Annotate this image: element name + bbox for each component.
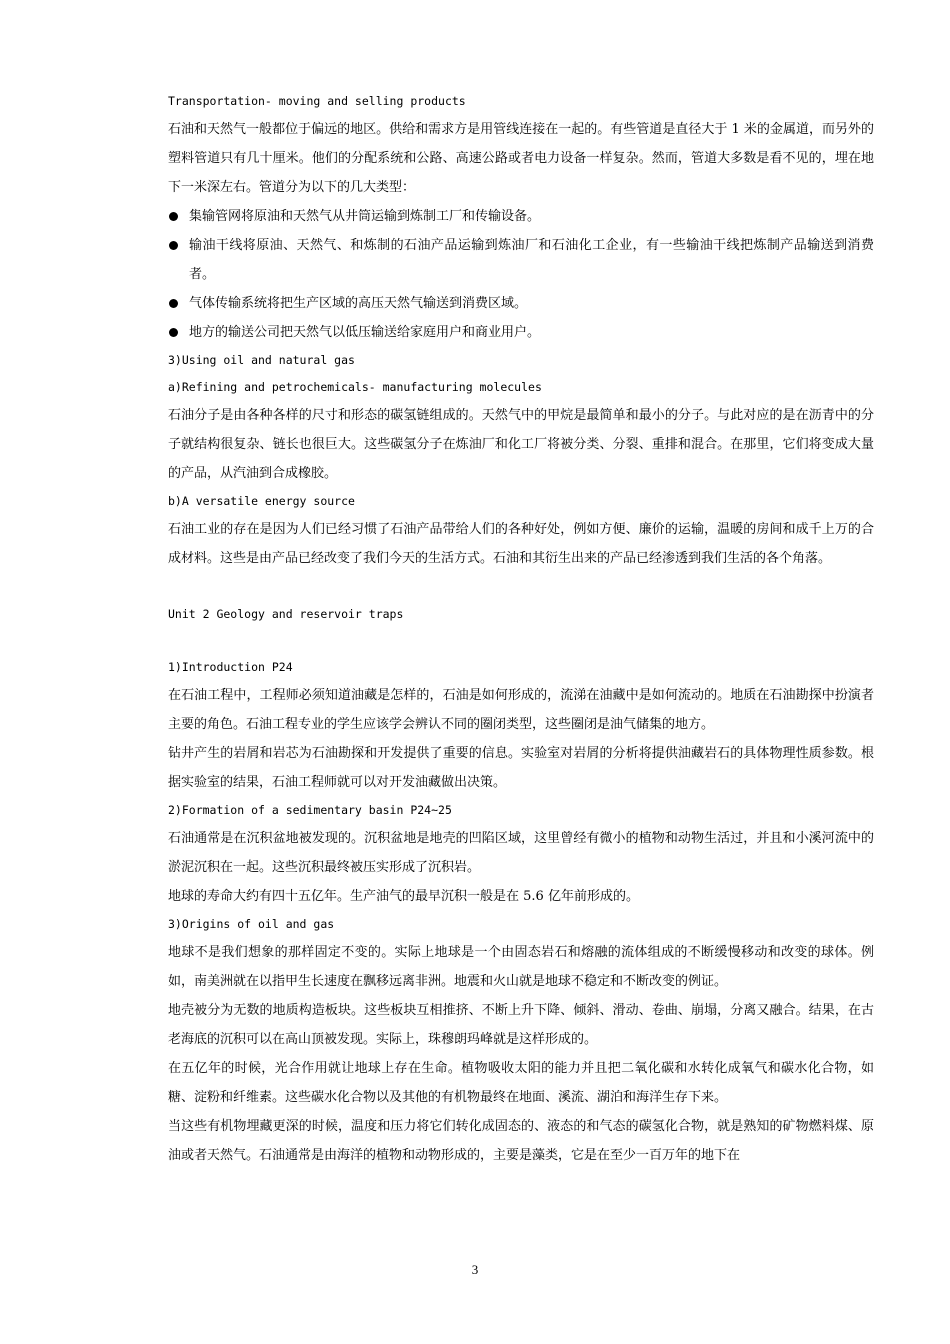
spacer bbox=[168, 573, 874, 601]
heading-unit-2: Unit 2 Geology and reservoir traps bbox=[168, 607, 404, 621]
paragraph-cuttings: 钻井产生的岩屑和岩芯为石油勘探和开发提供了重要的信息。实验室对岩屑的分析将提供油藏岩石的具体物理性质参数。根据实验室的结果，石油工程师就可以对开发油藏做出决策。 bbox=[168, 746, 874, 790]
heading-using-oil: 3)Using oil and natural gas bbox=[168, 353, 355, 367]
paragraph-molecules: 石油分子是由各种各样的尺寸和形态的碳氢链组成的。天然气中的甲烷是最简单和最小的分子。与此对应的是在沥青中的分子就结构很复杂、链长也很巨大。这些碳氢分子在炼油厂和化工厂将被分类、分裂、重排和混合。在那里，它们将变成大量的产品，从汽油到合成橡胶。 bbox=[168, 408, 874, 481]
bullet-icon bbox=[169, 241, 178, 250]
bullet-item-gas-transmission bbox=[168, 289, 874, 318]
bullet-text: 地方的输送公司把天然气以低压输送给家庭用户和商业用户。 bbox=[189, 325, 541, 340]
bullet-icon bbox=[169, 212, 178, 221]
bullet-text: 集输管网将原油和天然气从井筒运输到炼制工厂和传输设备。 bbox=[189, 209, 541, 224]
heading-sedimentary-basin: 2)Formation of a sedimentary basin P24~25 bbox=[168, 803, 452, 817]
heading-introduction: 1)Introduction P24 bbox=[168, 660, 293, 674]
bullet-item-trunk-lines bbox=[168, 231, 874, 289]
page-number: 3 bbox=[471, 1262, 479, 1277]
paragraph-basin: 石油通常是在沉积盆地被发现的。沉积盆地是地壳的凹陷区域，这里曾经有微小的植物和动物生活过，并且和小溪河流中的淤泥沉积在一起。这些沉积最终被压实形成了沉积岩。 bbox=[168, 831, 874, 875]
paragraph-earth-motion: 地球不是我们想象的那样固定不变的。实际上地球是一个由固态岩石和熔融的流体组成的不断缓慢移动和改变的球体。例如，南美洲就在以指甲生长速度在飘移远离非洲。地震和火山就是地球不稳定和不断改变的例证。 bbox=[168, 945, 874, 989]
heading-refining: a)Refining and petrochemicals- manufacturing molecules bbox=[168, 380, 542, 394]
bullet-item-local-distribution bbox=[168, 318, 874, 347]
paragraph-pipelines: 石油和天然气一般都位于偏远的地区。供给和需求方是用管线连接在一起的。有些管道是直径大于 1 米的金属道，而另外的塑料管道只有几十厘米。他们的分配系统和公路、高速公路或者电力设备一样复杂。然而，管道大多数是看不见的，埋在地下一米深左右。管道分为以下的几大类型： bbox=[168, 122, 874, 195]
heading-origins: 3)Origins of oil and gas bbox=[168, 917, 335, 931]
paragraph-earth-age: 地球的寿命大约有四十五亿年。生产油气的最早沉积一般是在 5.6 亿年前形成的。 bbox=[168, 889, 639, 904]
heading-energy-source: b)A versatile energy source bbox=[168, 494, 355, 508]
paragraph-photosynthesis: 在五亿年的时候，光合作用就让地球上存在生命。植物吸收太阳的能力并且把二氧化碳和水转化成氧气和碳水化合物，如糖、淀粉和纤维素。这些碳水化合物以及其他的有机物最终在地面、溪流、湖泊和海洋生存下来。 bbox=[168, 1061, 874, 1105]
paragraph-energy: 石油工业的存在是因为人们已经习惯了石油产品带给人们的各种好处，例如方便、廉价的运输，温暖的房间和成千上万的合成材料。这些是由产品已经改变了我们今天的生活方式。石油和其衍生出来的产品已经渗透到我们生活的各个角落。 bbox=[168, 522, 874, 566]
paragraph-introduction: 在石油工程中，工程师必须知道油藏是怎样的，石油是如何形成的，流涕在油藏中是如何流动的。地质在石油勘探中扮演者主要的角色。石油工程专业的学生应该学会辨认不同的圈闭类型，这些圈闭是油气储集的地方。 bbox=[168, 688, 874, 732]
spacer bbox=[168, 628, 874, 654]
document-body bbox=[168, 88, 874, 1170]
heading-transportation: Transportation- moving and selling products bbox=[168, 94, 466, 108]
bullet-item-gathering bbox=[168, 202, 874, 231]
bullet-text: 气体传输系统将把生产区域的高压天然气输送到消费区域。 bbox=[189, 296, 528, 311]
paragraph-burial: 当这些有机物埋藏更深的时候，温度和压力将它们转化成固态的、液态的和气态的碳氢化合物，就是熟知的矿物燃料煤、原油或者天然气。石油通常是由海洋的植物和动物形成的，主要是藻类，它是在至少一百万年的地下在 bbox=[168, 1119, 874, 1163]
bullet-icon bbox=[169, 328, 178, 337]
bullet-text: 输油干线将原油、天然气、和炼制的石油产品运输到炼油厂和石油化工企业，有一些输油干线把炼制产品输送到消费者。 bbox=[189, 238, 874, 282]
bullet-icon bbox=[169, 299, 178, 308]
paragraph-plates: 地壳被分为无数的地质构造板块。这些板块互相推挤、不断上升下降、倾斜、滑动、卷曲、崩塌，分离又融合。结果，在古老海底的沉积可以在高山顶被发现。实际上，珠穆朗玛峰就是这样形成的。 bbox=[168, 1003, 874, 1047]
